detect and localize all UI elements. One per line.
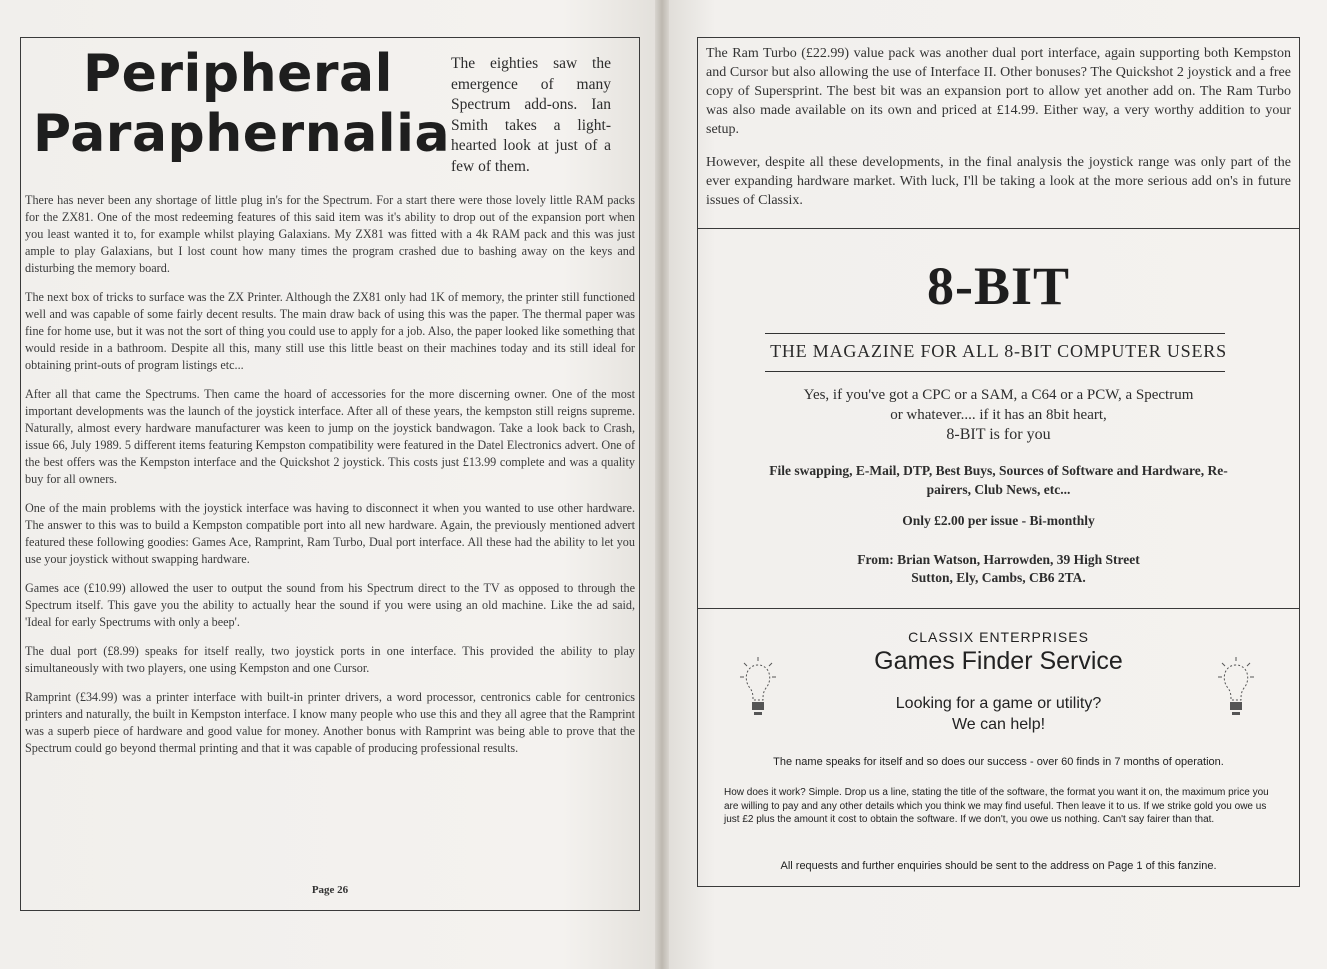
pitch-line: 8-BIT is for you [946,426,1051,443]
paragraph: The next box of tricks to surface was the ZX Printer. Although the ZX81 only had 1K of memory, the printer still functioned well and was capable of some fairly decent results. The main draw back of using this was the paper. The thermal paper was fine for home use, but it was not the sort of thing you could use to apply for a job. Also, the paper looked like something that would reside in a bathroom. Despite all this, many still use this little beast on their machines today and its still ideal for obtaining print-outs of program listings etc... [25,290,635,372]
page-gutter [655,0,669,969]
ad-address [698,551,1299,587]
how-it-works: How does it work? Simple. Drop us a line, stating the title of the software, the format you want it on, the maximum price you are willing to pay and any other details which you think we may find useful. Then leave it to us. If we strike gold you owe us just £2 plus the amount it cost to obtain the software. If we don't, you owe us nothing. Can't say fairer than that. [724,787,1269,825]
ad-pitch [698,385,1299,445]
ad-subtitle: THE MAGAZINE FOR ALL 8-BIT COMPUTER USERS [770,341,1227,361]
features-line: pairers, Club News, etc... [926,482,1071,497]
classix-advert [697,609,1300,887]
8bit-advert [697,229,1300,609]
ad-price: Only £2.00 per issue - Bi-monthly [902,513,1095,528]
paragraph: One of the main problems with the joystick interface was having to disconnect it when you wanted to use other hardware. The answer to this was to build a Kempston compatible port into all new hardware. Again, the previously mentioned advert featured these following goodies: Games Ace, Ramprint, Ram Turbo, Dual port interface. All these had the ability to let you use your joystick without swapping hardware. [25,501,635,566]
paragraph: After all that came the Spectrums. Then came the hoard of accessories for the more discerning owner. One of the most important developments was the launch of the joystick interface. After all of these years, the kempston still reigns supreme. Naturally, almost every hardware manufacturer was keen to jump on the joystick bandwagon. Take a look back to Crash, issue 66, July 1989. 5 different items featuring Kempston compatibility were featured in the Datel Electronics advert. One of the best offers was the Kempston interface and the Quickshot 2 joystick. This costs just £13.99 complete and was a quality buy for all owners. [25,387,635,486]
features-line: File swapping, E-Mail, DTP, Best Buys, Sources of Software and Hardware, Re- [769,463,1228,478]
continuation-text [706,44,1291,224]
page-number: Page 26 [311,884,349,896]
paragraph: The Ram Turbo (£22.99) value pack was another dual port interface, again supporting both Kempston and Cursor but also allowing the use of Interface II. Other bonuses? The Quickshot 2 joystick and a free copy of Supersprint. The best bit was an expansion port to allow yet another add on. The Ram Turbo was also made available on its own and priced at £14.99. Either way, a very worthy addition to your setup. [706,46,1291,137]
address-line: Sutton, Ely, Cambs, CB6 2TA. [911,570,1086,585]
title-line-1: Peripheral [83,44,393,104]
article-title [33,44,451,164]
continuation-frame [697,37,1300,229]
pitch-line: or whatever.... if it has an 8bit heart, [890,407,1107,423]
article-frame [20,37,640,911]
article-body [25,192,635,769]
address-line: From: Brian Watson, Harrowden, 39 High Street [857,552,1140,567]
divider [765,333,1225,334]
company-name: CLASSIX ENTERPRISES [908,629,1089,645]
paragraph: There has never been any shortage of little plug in's for the Spectrum. For a start there were those lovely little RAM packs for the ZX81. One of the most redeeming features of this said item was it's ability to drop out of the expansion port when you least wanted it to, for example whilst playing Galaxians. My ZX81 was fitted with a 4k RAM pack and this was just ample to play Galaxians, but I lost count how many times the program crashed due to bashing away on the keys and disturbing the memory board. [25,193,635,275]
standfirst: The eighties saw the emergence of many Spectrum add-ons. Ian Smith takes a light-hearted look at just of a few of them. [451,55,611,175]
paragraph: The dual port (£8.99) speaks for itself really, two joystick ports in one interface. This provided the ability to play simultaneously with two players, one using Kempston and one Cursor. [25,644,635,675]
tagline-line: Looking for a game or utility? [895,695,1102,712]
paragraph: However, despite all these developments, in the final analysis the joystick range was only part of the ever expanding hardware market. With luck, I'll be taking a look at the more serious add on's in future issues of Classix. [706,155,1291,208]
pitch-line: Yes, if you've got a CPC or a SAM, a C64 or a PCW, a Spectrum [803,387,1194,403]
service-title: Games Finder Service [874,647,1123,675]
success-line: The name speaks for itself and so does our success - over 60 finds in 7 months of operation. [773,756,1224,768]
divider [765,371,1225,372]
title-line-2: Paraphernalia [33,104,451,164]
ad-title: 8-BIT [926,256,1071,316]
paragraph: Games ace (£10.99) allowed the user to output the sound from his Spectrum direct to the TV as opposed to through the Spectrum itself. This gave you the ability to actually hear the sound if you were using an old machine. Like the ad said, 'Ideal for early Spectrums with only a beep'. [25,581,635,629]
tagline [698,693,1299,735]
paragraph: Ramprint (£34.99) was a printer interface with built-in printer drivers, a word processor, centronics cable for centronics printers and naturally, the built in Kempston interface. I know many people who use this and they all agree that the Ramprint was a superb piece of hardware and good value for money. Another bonus with Ramprint was being able to prove that the Spectrum could go beyond thermal printing and that it was capable of producing professional results. [25,690,635,755]
ad-features [698,461,1299,499]
tagline-line: We can help! [951,716,1046,733]
closing-line: All requests and further enquiries should be sent to the address on Page 1 of this fanzine. [780,860,1217,872]
